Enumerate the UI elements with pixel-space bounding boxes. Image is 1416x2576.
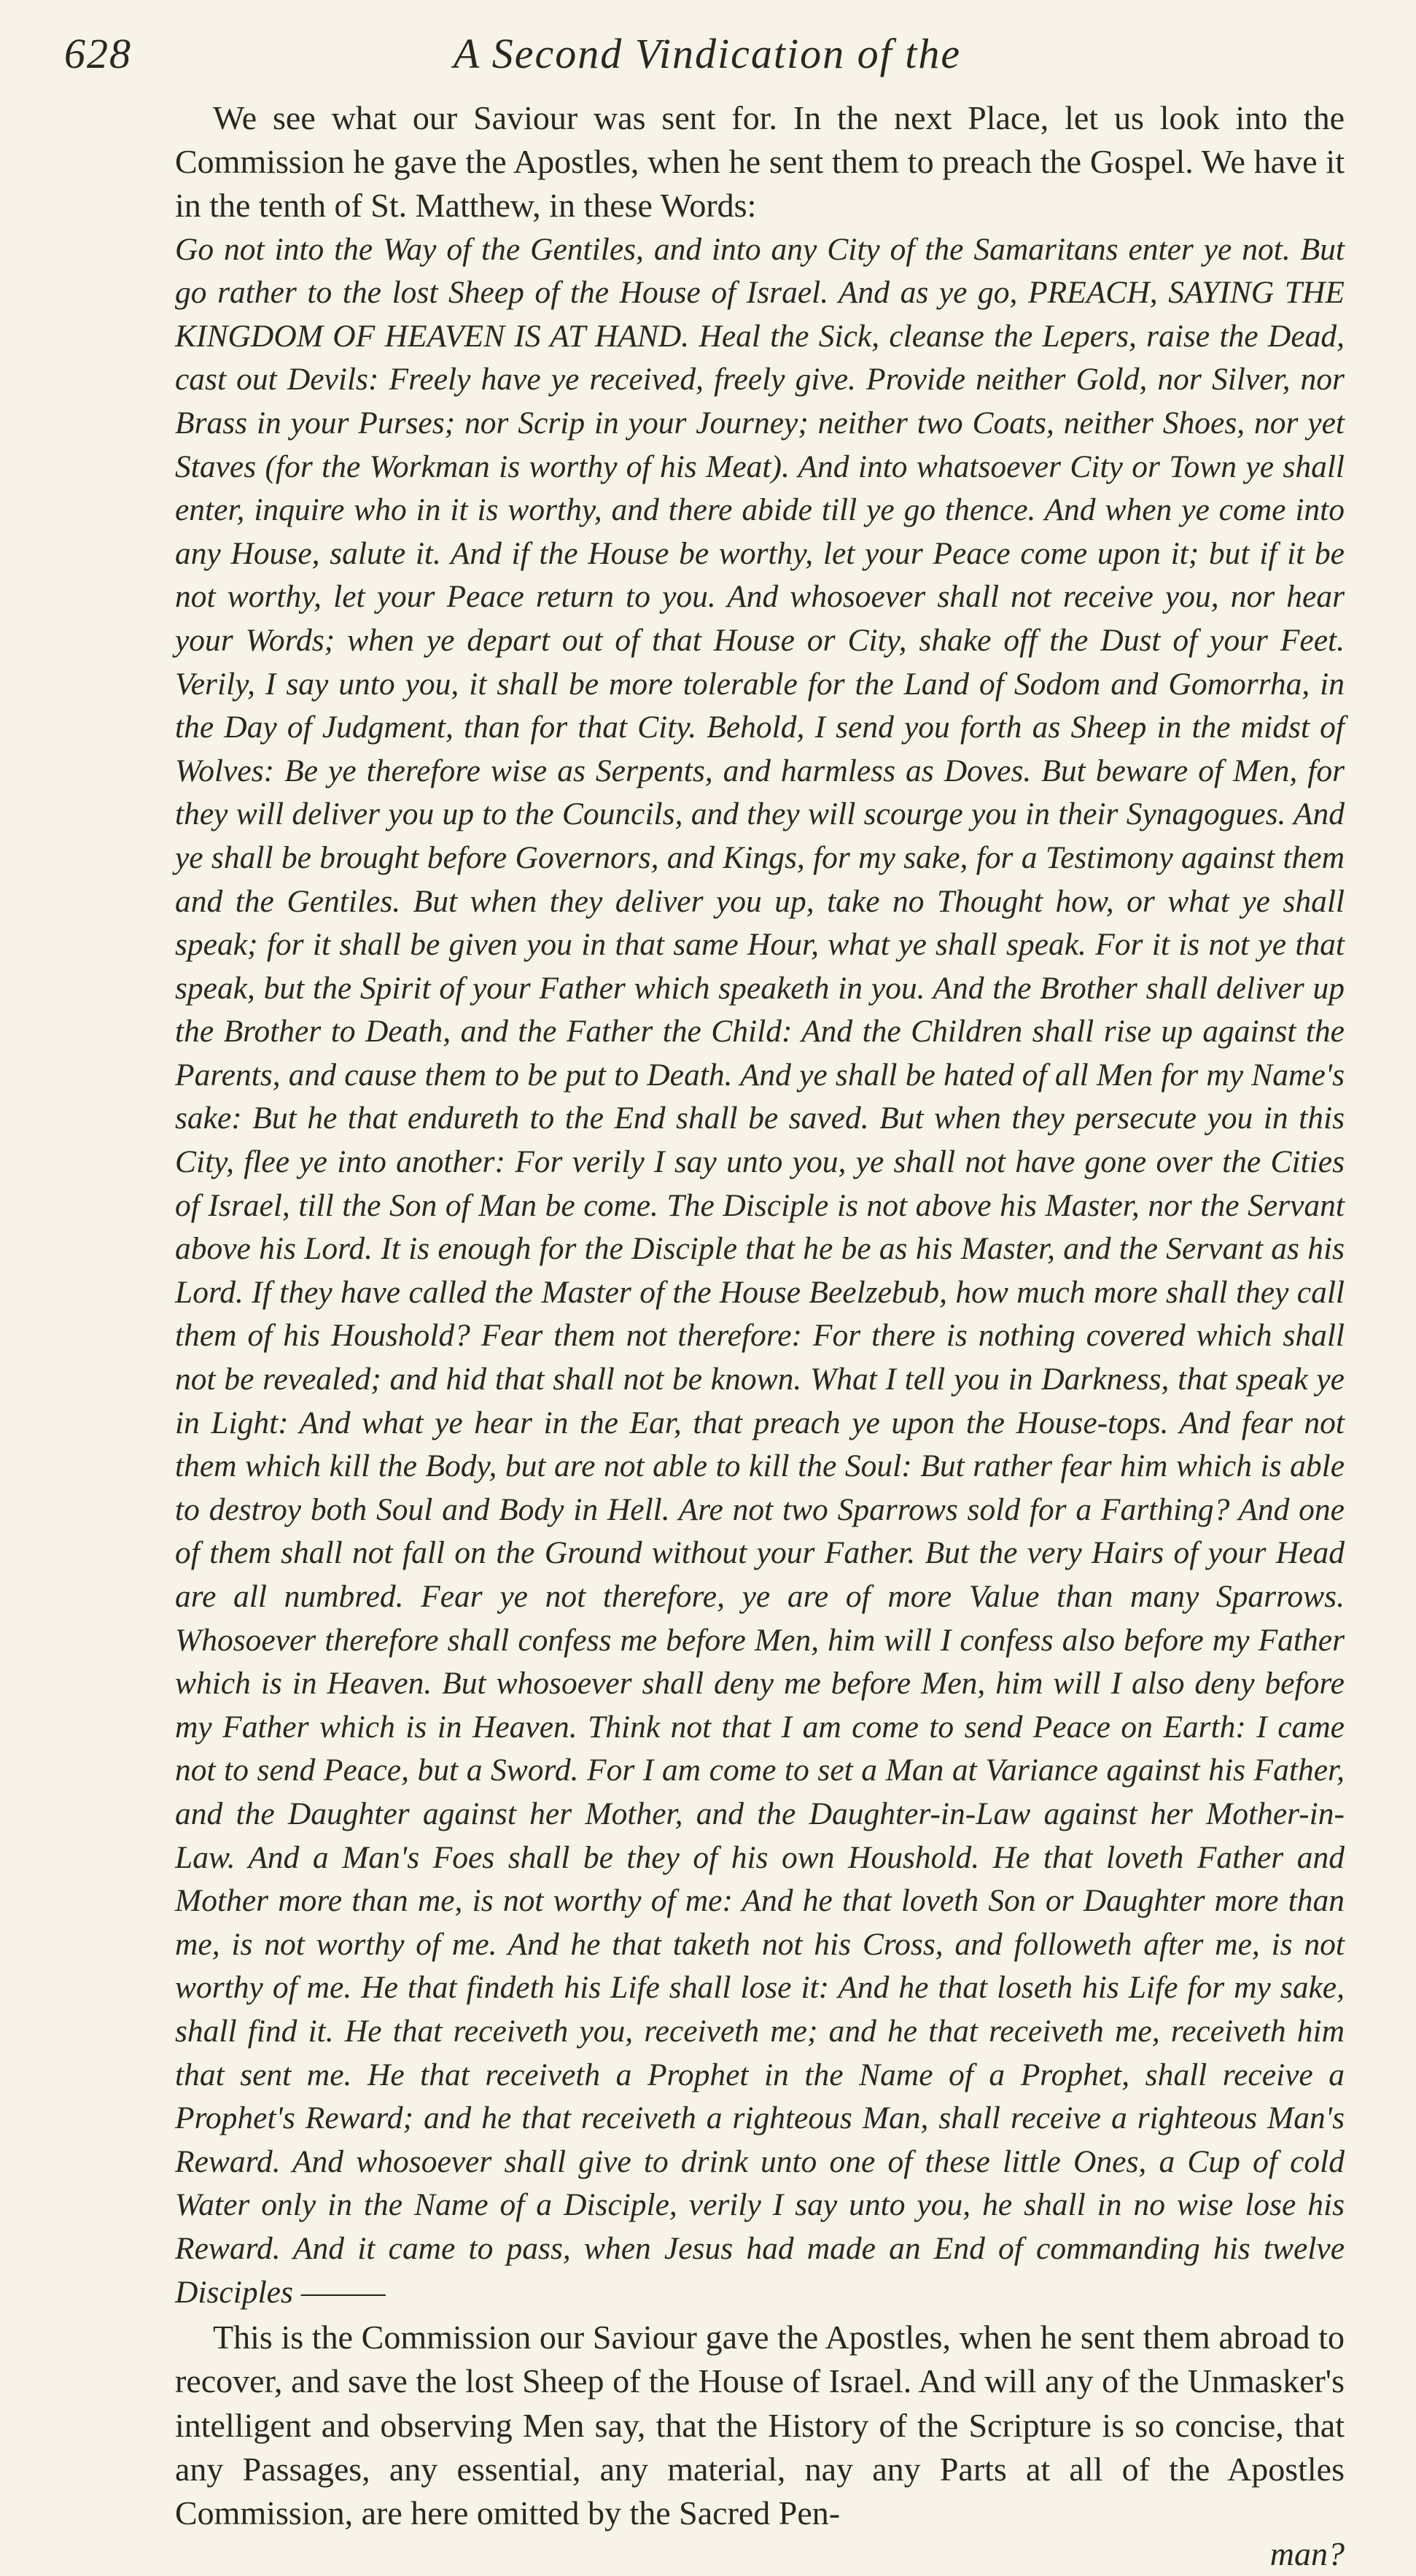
intro-paragraph: We see what our Saviour was sent for. In the next Place, let us look into the Commission he gave the Apostles, when he sent them to preach the Gospel. We have it in the tenth of St. Matthew, in these Words: bbox=[175, 99, 1345, 225]
body-text bbox=[175, 96, 1345, 2576]
catchword: man? bbox=[1269, 2535, 1345, 2573]
page-header bbox=[44, 29, 1371, 88]
page-number: 628 bbox=[64, 30, 132, 77]
running-head: A Second Vindication of the bbox=[453, 30, 962, 77]
closing-paragraph: This is the Commission our Saviour gave the Apostles, when he sent them abroad to recover, and save the lost Sheep of the House of Israel. And will any of the Unmasker's intelligent and observing Men say, that the History of the Scripture is so concise, that any Passages, any essential, any material, nay any Parts at all of the Apostles Commission, are here omitted by the Sacred Pen- bbox=[175, 2319, 1345, 2532]
scripture-quotation: Go not into the Way of the Gentiles, and into any City of the Samaritans enter ye not. But go rather to the lost Sheep of the House of Israel. And as ye go, PREACH, SAYING THE KINGDOM OF HEAVEN IS AT HAND. Heal the Sick, cleanse the Lepers, raise the Dead, cast out Devils: Freely have ye received, freely give. Provide neither Gold, nor Silver, nor Brass in your Purses; nor Scrip in your Journey; neither two Coats, neither Shoes, nor yet Staves (for the Workman is worthy of his Meat). And into whatsoever City or Town ye shall enter, inquire who in it is worthy, and there abide till ye go thence. And when ye come into any House, salute it. And if the House be worthy, let your Peace come upon it; but if it be not worthy, let your Peace return to you. And whosoever shall not receive you, nor hear your Words; when ye depart out of that House or City, shake off the Dust of your Feet. Verily, I say unto you, it shall be more tolerable for the Land of Sodom and Gomorrha, in the Day of Judgment, than for that City. Behold, I send you forth as Sheep in the midst of Wolves: Be ye therefore wise as Serpents, and harmless as Doves. But beware of Men, for they will deliver you up to the Councils, and they will scourge you in their Synagogues. And ye shall be brought before Governors, and Kings, for my sake, for a Testimony against them and the Gentiles. But when they deliver you up, take no Thought how, or what ye shall speak; for it shall be given you in that same Hour, what ye shall speak. For it is not ye that speak, but the Spirit of your Father which speaketh in you. And the Brother shall deliver up the Brother to Death, and the Father the Child: And the Children shall rise up against the Parents, and cause them to be put to Death. And ye shall be hated of all Men for my Name's sake: But he that endureth to the End shall be saved. But when they persecute you in this City, flee ye into another: For verily I say unto you, ye shall not have gone over the Cities of Israel, till the Son of Man be come. The Disciple is not above his Master, nor the Servant above his Lord. It is enough for the Disciple that he be as his Master, and the Servant as his Lord. If they have called the Master of the House Beelzebub, how much more shall they call them of his Houshold? Fear them not therefore: For there is nothing covered which shall not be revealed; and hid that shall not be known. What I tell you in Darkness, that speak ye in Light: And what ye hear in the Ear, that preach ye upon the House-tops. And fear not them which kill the Body, but are not able to kill the Soul: But rather fear him which is able to destroy both Soul and Body in Hell. Are not two Sparrows sold for a Farthing? And one of them shall not fall on the Ground without your Father. But the very Hairs of your Head are all numbred. Fear ye not therefore, ye are of more Value than many Sparrows. Whosoever therefore shall confess me before Men, him will I confess also before my Father which is in Heaven. But whosoever shall deny me before Men, him will I also deny before my Father which is in Heaven. Think not that I am come to send Peace on Earth: I came not to send Peace, but a Sword. For I am come to set a Man at Variance against his Father, and the Daughter against her Mother, and the Daughter-in-Law against her Mother-in-Law. And a Man's Foes shall be they of his own Houshold. He that loveth Father and Mother more than me, is not worthy of me: And he that loveth Son or Daughter more than me, is not worthy of me. And he that taketh not his Cross, and followeth after me, is not worthy of me. He that findeth his Life shall lose it: And he that loseth his Life for my sake, shall find it. He that receiveth you, receiveth me; and he that receiveth me, receiveth him that sent me. He that receiveth a Prophet in the Name of a Prophet, shall receive a Prophet's Reward; and he that receiveth a righteous Man, shall receive a righteous Man's Reward. And whosoever shall give to drink unto one of these little Ones, a Cup of cold Water only in the Name of a Disciple, verily I say unto you, he shall in no wise lose his Reward. And it came to pass, when Jesus had made an End of commanding his twelve Disciples ——— bbox=[175, 231, 1345, 2310]
